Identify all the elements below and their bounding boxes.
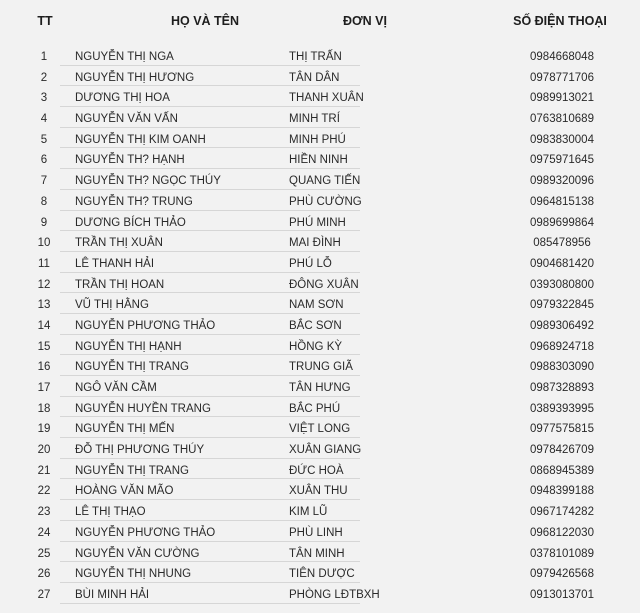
row-number: 1 bbox=[40, 51, 48, 63]
row-name: NGUYỄN THỊ KIM OANH bbox=[75, 133, 206, 146]
row-number: 16 bbox=[37, 361, 51, 374]
row-unit: TIÊN DƯỢC bbox=[289, 568, 355, 581]
table-row bbox=[0, 419, 640, 440]
row-divider bbox=[60, 251, 360, 252]
row-number: 25 bbox=[37, 547, 51, 560]
table-row bbox=[0, 47, 640, 68]
row-phone: 0987328893 bbox=[530, 382, 594, 394]
row-phone: 085478956 bbox=[533, 237, 591, 250]
row-phone: 0989913021 bbox=[530, 92, 594, 105]
row-phone: 0968122030 bbox=[530, 526, 594, 539]
row-divider bbox=[60, 334, 360, 335]
row-unit: MINH PHÚ bbox=[289, 133, 346, 146]
row-name: VŨ THỊ HẰNG bbox=[75, 299, 149, 312]
row-name: NGUYỄN HUYỀN TRANG bbox=[75, 402, 211, 415]
row-number: 8 bbox=[40, 195, 48, 208]
row-divider bbox=[60, 189, 360, 190]
row-divider bbox=[60, 147, 360, 148]
row-phone: 0393080800 bbox=[530, 278, 594, 291]
table-row bbox=[0, 502, 640, 523]
row-divider bbox=[60, 458, 360, 459]
table-row bbox=[0, 192, 640, 213]
header-phone: SỐ ĐIỆN THOẠI bbox=[513, 14, 607, 28]
row-name: DƯƠNG THỊ HOA bbox=[75, 92, 170, 105]
row-phone: 0967174282 bbox=[530, 506, 594, 519]
table-row bbox=[0, 88, 640, 109]
row-number: 7 bbox=[40, 175, 48, 188]
table-row bbox=[0, 275, 640, 296]
header-tt: TT bbox=[37, 14, 53, 28]
row-name: NGUYỄN THỊ HẠNH bbox=[75, 340, 182, 353]
row-number: 6 bbox=[40, 154, 48, 167]
row-name: TRẦN THỊ XUÂN bbox=[75, 237, 163, 250]
row-name: HOÀNG VĂN MÃO bbox=[75, 485, 174, 498]
row-phone: 0978771706 bbox=[530, 71, 594, 84]
row-number: 27 bbox=[37, 588, 51, 601]
row-number: 24 bbox=[37, 526, 51, 539]
row-divider bbox=[60, 437, 360, 438]
row-number: 12 bbox=[37, 278, 51, 291]
row-divider bbox=[60, 561, 360, 562]
row-phone: 0988303090 bbox=[530, 361, 594, 374]
table-row bbox=[0, 481, 640, 502]
row-name: NGUYỄN TH? HẠNH bbox=[75, 154, 185, 167]
row-unit: QUANG TIẾN bbox=[289, 175, 361, 188]
row-number: 19 bbox=[37, 423, 51, 436]
row-unit: TÂN HƯNG bbox=[289, 382, 351, 394]
row-number: 17 bbox=[37, 382, 51, 394]
row-divider bbox=[60, 106, 360, 107]
row-divider bbox=[60, 65, 360, 66]
row-unit: ĐỨC HOÀ bbox=[289, 464, 344, 477]
row-divider bbox=[60, 272, 360, 273]
row-divider bbox=[60, 499, 360, 500]
row-phone: 0948399188 bbox=[530, 485, 594, 498]
row-unit: XUÂN GIANG bbox=[289, 444, 362, 457]
table-row bbox=[0, 337, 640, 358]
row-number: 5 bbox=[40, 133, 48, 146]
table-row bbox=[0, 585, 640, 606]
row-number: 20 bbox=[37, 444, 51, 457]
row-phone: 0979426568 bbox=[530, 568, 594, 581]
row-number: 4 bbox=[40, 113, 48, 126]
row-unit: MINH TRÍ bbox=[289, 113, 340, 126]
table-row bbox=[0, 171, 640, 192]
row-number: 3 bbox=[40, 92, 48, 105]
row-phone: 0968924718 bbox=[530, 340, 594, 353]
row-number: 2 bbox=[40, 71, 48, 84]
row-unit: BẮC SƠN bbox=[289, 319, 342, 332]
row-name: NGUYỄN VĂN CƯỜNG bbox=[75, 547, 200, 560]
row-divider bbox=[60, 354, 360, 355]
row-name: NGUYỄN THỊ HƯƠNG bbox=[75, 71, 195, 84]
row-phone: 0989320096 bbox=[530, 175, 594, 188]
row-phone: 0984668048 bbox=[530, 51, 594, 63]
row-phone: 0763810689 bbox=[530, 113, 594, 126]
row-name: NGUYỄN THỊ TRANG bbox=[75, 361, 189, 374]
table-row bbox=[0, 130, 640, 151]
row-phone: 0904681420 bbox=[530, 257, 594, 270]
table-body bbox=[0, 47, 640, 606]
row-unit: KIM LŨ bbox=[289, 506, 328, 519]
row-unit: TÂN MINH bbox=[289, 547, 345, 560]
table-row bbox=[0, 461, 640, 482]
table-row bbox=[0, 544, 640, 565]
row-unit: PHÚ MINH bbox=[289, 216, 346, 229]
row-divider bbox=[60, 582, 360, 583]
row-divider bbox=[60, 416, 360, 417]
row-phone: 0975971645 bbox=[530, 154, 594, 167]
row-unit: HIỀN NINH bbox=[289, 154, 348, 167]
row-unit: NAM SƠN bbox=[289, 299, 344, 312]
row-name: NGUYỄN VĂN VẤN bbox=[75, 113, 178, 126]
table-row bbox=[0, 440, 640, 461]
row-name: BÙI MINH HẢI bbox=[75, 588, 150, 601]
row-phone: 0913013701 bbox=[530, 588, 594, 601]
row-unit: TRUNG GIÃ bbox=[289, 361, 353, 374]
header-name: HỌ VÀ TÊN bbox=[170, 14, 240, 28]
row-divider bbox=[60, 168, 360, 169]
table-row bbox=[0, 378, 640, 399]
row-name: LÊ THANH HẢI bbox=[75, 257, 155, 270]
row-name: NGÔ VĂN CẦM bbox=[75, 382, 157, 394]
table-row bbox=[0, 295, 640, 316]
row-unit: VIỆT LONG bbox=[289, 423, 351, 436]
row-name: NGUYỄN THỊ MẾN bbox=[75, 423, 175, 436]
row-unit: ĐÔNG XUÂN bbox=[289, 278, 359, 291]
row-unit: THỊ TRẤN bbox=[289, 51, 342, 63]
row-name: ĐỖ THỊ PHƯƠNG THÚY bbox=[75, 444, 205, 457]
row-phone: 0989699864 bbox=[530, 216, 594, 229]
row-unit: PHÒNG LĐTBXH bbox=[289, 588, 380, 601]
row-number: 22 bbox=[37, 485, 51, 498]
row-name: NGUYỄN PHƯƠNG THẢO bbox=[75, 319, 216, 332]
row-divider bbox=[60, 292, 360, 293]
row-name: NGUYỄN TH? TRUNG bbox=[75, 195, 193, 208]
row-unit: PHÙ LINH bbox=[289, 526, 343, 539]
table-row bbox=[0, 564, 640, 585]
table-row bbox=[0, 68, 640, 89]
row-divider bbox=[60, 85, 360, 86]
row-phone: 0979322845 bbox=[530, 299, 594, 312]
row-divider bbox=[60, 396, 360, 397]
row-phone: 0983830004 bbox=[530, 133, 594, 146]
row-name: NGUYỄN TH? NGỌC THÚY bbox=[75, 175, 221, 188]
row-unit: THANH XUÂN bbox=[289, 92, 364, 105]
row-name: DƯƠNG BÍCH THẢO bbox=[75, 216, 186, 229]
table-row bbox=[0, 357, 640, 378]
row-phone: 0977575815 bbox=[530, 423, 594, 436]
row-divider bbox=[60, 603, 360, 604]
row-phone: 0989306492 bbox=[530, 319, 594, 332]
row-phone: 0964815138 bbox=[530, 195, 594, 208]
row-number: 18 bbox=[37, 402, 51, 415]
row-number: 14 bbox=[37, 319, 51, 332]
row-divider bbox=[60, 313, 360, 314]
row-divider bbox=[60, 520, 360, 521]
row-phone: 0868945389 bbox=[530, 464, 594, 477]
row-number: 9 bbox=[40, 216, 48, 229]
row-name: NGUYỄN THỊ TRANG bbox=[75, 464, 189, 477]
row-divider bbox=[60, 541, 360, 542]
table-row bbox=[0, 254, 640, 275]
table-row bbox=[0, 233, 640, 254]
row-unit: XUÂN THU bbox=[289, 485, 348, 498]
row-divider bbox=[60, 375, 360, 376]
row-phone: 0978426709 bbox=[530, 444, 594, 457]
row-unit: BẮC PHÚ bbox=[289, 402, 341, 415]
row-name: NGUYỄN THỊ NGA bbox=[75, 51, 174, 63]
row-divider bbox=[60, 230, 360, 231]
row-number: 21 bbox=[37, 464, 51, 477]
row-unit: MAI ĐÌNH bbox=[289, 237, 341, 250]
row-unit: PHÚ LỖ bbox=[289, 257, 332, 270]
row-name: NGUYỄN PHƯƠNG THẢO bbox=[75, 526, 216, 539]
table-row bbox=[0, 213, 640, 234]
row-phone: 0389393995 bbox=[530, 402, 594, 415]
row-number: 13 bbox=[37, 299, 51, 312]
row-name: NGUYỄN THỊ NHUNG bbox=[75, 568, 192, 581]
row-unit: PHÙ CƯỜNG bbox=[289, 195, 362, 208]
row-name: TRẦN THỊ HOAN bbox=[75, 278, 165, 291]
row-unit: TÂN DÂN bbox=[289, 71, 340, 84]
row-name: LÊ THỊ THẠO bbox=[75, 506, 146, 519]
table-row bbox=[0, 523, 640, 544]
row-number: 11 bbox=[38, 257, 50, 270]
row-divider bbox=[60, 210, 360, 211]
header-unit: ĐƠN VỊ bbox=[342, 14, 387, 28]
row-unit: HỒNG KỲ bbox=[289, 340, 343, 353]
row-number: 26 bbox=[37, 568, 51, 581]
row-number: 23 bbox=[37, 506, 51, 519]
row-number: 15 bbox=[37, 340, 51, 353]
row-divider bbox=[60, 478, 360, 479]
row-phone: 0378101089 bbox=[530, 547, 594, 560]
table-row bbox=[0, 316, 640, 337]
table-row bbox=[0, 150, 640, 171]
row-number: 10 bbox=[37, 237, 51, 250]
table-row bbox=[0, 109, 640, 130]
table-row bbox=[0, 399, 640, 420]
row-divider bbox=[60, 127, 360, 128]
